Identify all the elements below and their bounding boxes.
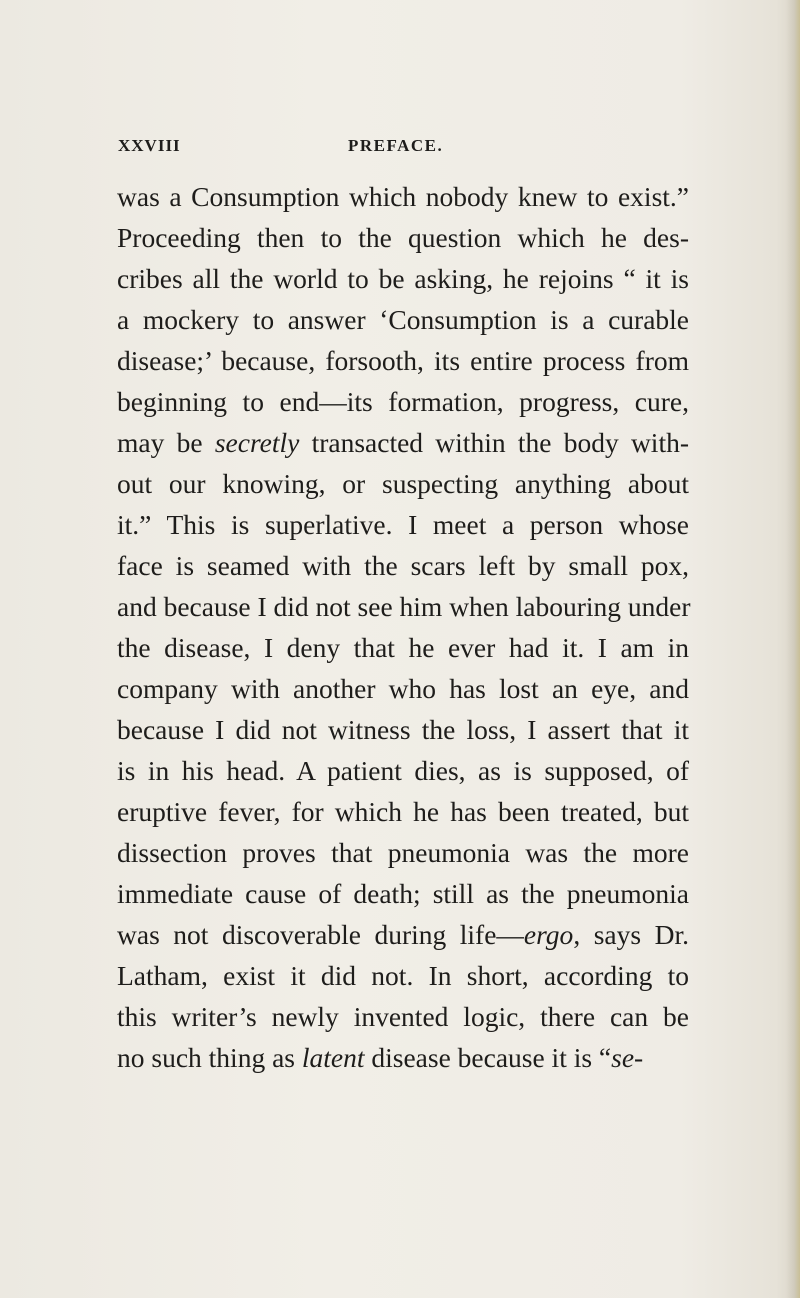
italic-text: ergo [523, 919, 574, 950]
text-segment: eruptive fever, for which he has been treated, but [117, 796, 689, 827]
page-number: XXVIII [118, 136, 181, 155]
text-segment: face is seamed with the scars left by small pox, [117, 550, 689, 581]
text-line [117, 955, 689, 996]
text-line [117, 299, 689, 340]
text-line [117, 914, 689, 955]
text-line [117, 422, 689, 463]
italic-text: se- [611, 1042, 644, 1073]
text-line [117, 832, 689, 873]
text-segment: is in his head. A patient dies, as is supposed, of [117, 755, 689, 786]
text-line [117, 873, 689, 914]
text-segment: the disease, I deny that he ever had it. I am in [117, 632, 689, 663]
text-segment: no such thing as [117, 1042, 302, 1073]
text-line [117, 258, 689, 299]
text-line [117, 791, 689, 832]
text-segment: and because I did not see him when labouring under [117, 591, 691, 622]
italic-text: secretly [214, 427, 300, 458]
text-line [117, 217, 689, 258]
text-segment: out our knowing, or suspecting anything about [117, 468, 689, 499]
text-line [117, 586, 689, 627]
text-line [117, 627, 689, 668]
text-segment: cribes all the world to be asking, he rejoins “ it is [117, 263, 689, 294]
text-line [117, 381, 689, 422]
text-line [117, 668, 689, 709]
text-segment: disease because it is “ [364, 1042, 612, 1073]
text-segment: it.” This is superlative. I meet a person whose [117, 509, 689, 540]
text-line [117, 750, 689, 791]
text-segment: may be [117, 427, 215, 458]
text-segment: this writer’s newly invented logic, there can be [117, 1001, 689, 1032]
text-segment: disease;’ because, forsooth, its entire process from [117, 345, 689, 376]
text-segment: because I did not witness the loss, I assert that it [117, 714, 689, 745]
text-segment: was not discoverable during life— [117, 919, 524, 950]
page-edge-shadow [786, 0, 800, 1298]
text-line [117, 504, 689, 545]
text-segment: Latham, exist it did not. In short, according to [117, 960, 689, 991]
text-line [117, 176, 689, 217]
text-segment: was a Consumption which nobody knew to exist.” [117, 181, 689, 212]
text-line [117, 709, 689, 750]
italic-text: latent [301, 1042, 365, 1073]
text-segment: transacted within the body with- [299, 427, 690, 458]
text-segment: dissection proves that pneumonia was the more [117, 837, 689, 868]
text-segment: , says Dr. [573, 919, 689, 950]
text-line [117, 996, 689, 1037]
text-line [117, 545, 689, 586]
body-text [117, 176, 689, 1078]
text-line [117, 1037, 689, 1078]
text-segment: immediate cause of death; still as the pneumonia [117, 878, 689, 909]
text-line [117, 463, 689, 504]
text-line [117, 340, 689, 381]
running-head: PREFACE. [348, 136, 444, 155]
text-segment: a mockery to answer ‘Consumption is a curable [117, 304, 689, 335]
text-segment: company with another who has lost an eye, and [117, 673, 689, 704]
text-segment: beginning to end—its formation, progress, cure, [117, 386, 689, 417]
page-header [118, 136, 678, 162]
text-segment: Proceeding then to the question which he des- [117, 222, 689, 253]
